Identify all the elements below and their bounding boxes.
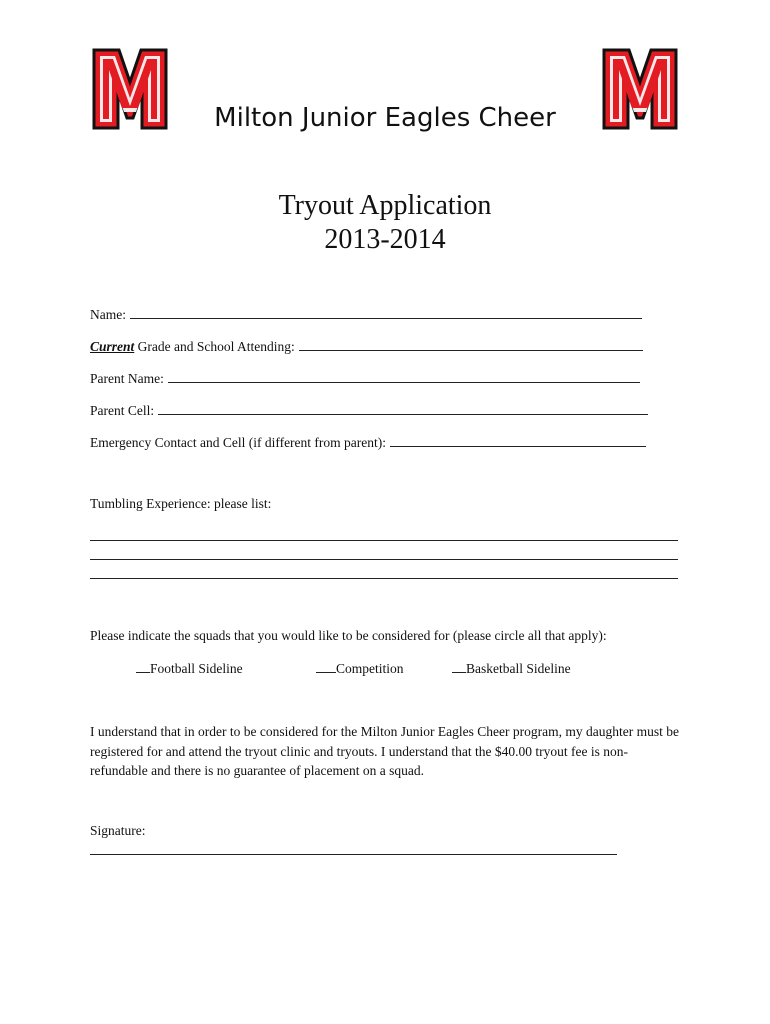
parent-name-input-line[interactable] xyxy=(168,369,640,383)
squad-circle-blank xyxy=(316,660,336,673)
grade-field-row xyxy=(90,337,643,355)
name-label: Name: xyxy=(90,307,126,322)
doc-title-block xyxy=(0,189,770,257)
parent-name-label: Parent Name: xyxy=(90,371,164,386)
tumbling-line-1[interactable] xyxy=(90,540,678,541)
parent-cell-row xyxy=(90,401,648,419)
squad-circle-blank xyxy=(136,660,150,673)
name-input-line[interactable] xyxy=(130,305,642,319)
squad-option-basketball[interactable] xyxy=(452,660,571,677)
grade-input-line[interactable] xyxy=(299,337,643,351)
grade-current-label: Current xyxy=(90,339,135,354)
tumbling-line-2[interactable] xyxy=(90,559,678,560)
signature-label: Signature: xyxy=(90,823,146,838)
org-title: Milton Junior Eagles Cheer xyxy=(214,103,556,133)
squad-option-label: Competition xyxy=(336,661,404,676)
parent-cell-label: Parent Cell: xyxy=(90,403,155,418)
tumbling-label: Tumbling Experience: please list: xyxy=(90,496,272,511)
name-field-row xyxy=(90,305,642,323)
parent-name-row xyxy=(90,369,640,387)
grade-label: Grade and School Attending: xyxy=(134,339,295,354)
doc-title: Tryout Application xyxy=(278,190,492,221)
squad-option-label: Basketball Sideline xyxy=(466,661,571,676)
signature-input-line[interactable] xyxy=(90,854,617,855)
squads-prompt: Please indicate the squads that you would like to be considered for (please circle all that apply): xyxy=(90,628,607,643)
agreement-paragraph: I understand that in order to be considered for the Milton Junior Eagles Cheer program, my daughter must be registered for and attend the tryout clinic and tryouts. I understand that the $40.00 tryout fee is non-refundable and there is no guarantee of placement on a squad. xyxy=(90,724,679,778)
squad-circle-blank xyxy=(452,660,466,673)
squad-option-football[interactable] xyxy=(136,660,243,677)
parent-cell-input-line[interactable] xyxy=(158,401,648,415)
emergency-input-line[interactable] xyxy=(390,433,646,447)
emergency-row xyxy=(90,433,646,451)
tumbling-line-3[interactable] xyxy=(90,578,678,579)
squad-option-competition[interactable] xyxy=(316,660,404,677)
doc-year: 2013-2014 xyxy=(324,224,446,255)
squad-option-label: Football Sideline xyxy=(150,661,243,676)
emergency-label: Emergency Contact and Cell (if different from parent): xyxy=(90,435,387,450)
